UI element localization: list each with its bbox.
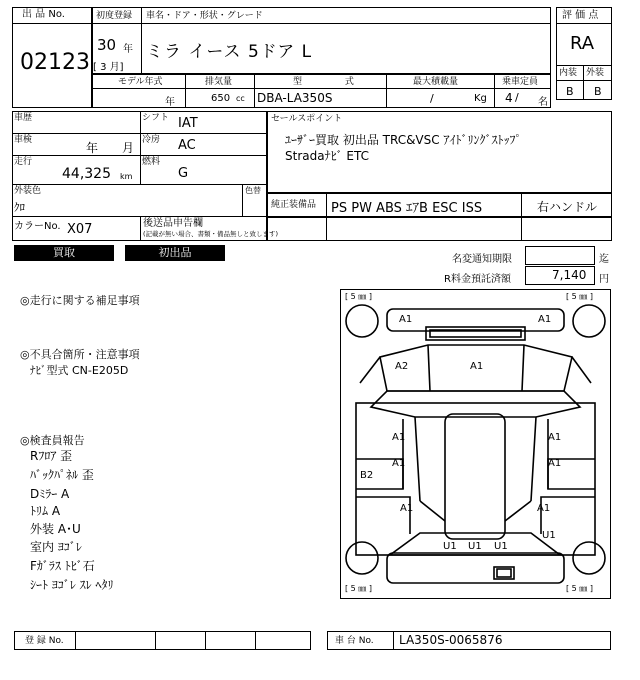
sales-point-label: セールスポイント — [271, 114, 343, 124]
model-type: DBA-LA350S — [257, 91, 333, 105]
air-conditioner: AC — [178, 138, 196, 153]
overall-score: RA — [570, 33, 595, 54]
damage-mark-left-door-rear: A1 — [392, 458, 406, 469]
inspector-line-7: Fｶﾞﾗｽ ﾄﾋﾞ石 — [30, 559, 95, 573]
name-change-deadline-unit: 迄 — [599, 254, 609, 265]
lot-number: 02123 — [20, 50, 90, 75]
sales-point-line-1: ﾕｰｻﾞｰ買取 初出品 TRC&VSC ｱｲﾄﾞﾘﾝｸﾞｽﾄｯﾌﾟ — [285, 133, 522, 147]
exterior-label: 外装 — [586, 68, 605, 78]
steering-position: 右ハンドル — [537, 200, 598, 214]
later-report-box — [267, 217, 612, 241]
damage-mark-front-left: A1 — [399, 314, 413, 325]
registration-month: [ 3 月] — [93, 62, 124, 73]
damage-mark-left-door-front: A1 — [392, 432, 406, 443]
inspector-line-1: Rﾌﾛｱ 歪 — [30, 449, 73, 463]
damage-mark-hood-center: A1 — [470, 361, 484, 372]
air-conditioner-label: 冷房 — [142, 135, 161, 145]
max-load-label: 最大積載量 — [413, 77, 459, 87]
displacement: 650 — [211, 93, 231, 104]
first-listing-badge: 初出品 — [125, 245, 225, 261]
lot-number-label: 出 品 No. — [22, 9, 65, 20]
fuel-label: 燃料 — [142, 157, 161, 167]
chassis-number-label: 車 台 No. — [335, 636, 374, 646]
mileage-label: 走行 — [14, 157, 33, 167]
capacity-label: 乗車定員 — [502, 77, 539, 87]
displacement-unit: cc — [236, 94, 245, 103]
inspector-line-8: ｼｰﾄ ﾖｺﾞﾚ ｽﾚ ﾍﾀﾘ — [30, 578, 114, 592]
inspector-report-title: ◎検査員報告 — [20, 434, 85, 447]
name-change-deadline-box — [525, 246, 595, 265]
damage-mark-rear-3: U1 — [494, 541, 508, 552]
defect-notes-title: ◎不具合箇所・注意事項 — [20, 348, 140, 361]
damage-mark-rear-2: U1 — [468, 541, 482, 552]
equipment-label: 純正装備品 — [271, 200, 317, 210]
recycle-fee-unit: 円 — [599, 274, 609, 285]
registration-number-label: 登 録 No. — [25, 636, 64, 646]
interior-score: B — [566, 85, 574, 98]
type-label: 型 式 — [293, 77, 354, 87]
name-change-deadline-label: 名変通知期限 — [452, 254, 512, 265]
inspector-line-4: ﾄﾘﾑ A — [30, 504, 61, 518]
exterior-score: B — [594, 85, 602, 98]
recycle-fee: 7,140 — [552, 268, 587, 282]
later-report-label: 後送品申告欄 — [143, 218, 203, 229]
capacity: 4 — [505, 91, 513, 105]
color-number: X07 — [67, 222, 93, 237]
damage-mark-right-rear-low: U1 — [542, 530, 556, 541]
chassis-number: LA350S-0065876 — [399, 633, 503, 647]
color-change-label: 色替 — [245, 186, 261, 195]
registration-year: 30 — [97, 36, 117, 54]
capacity-unit: 名 — [538, 97, 548, 108]
max-load-unit: Kg — [474, 93, 487, 104]
inspector-line-5: 外装 A･U — [30, 522, 81, 536]
interior-label: 内装 — [559, 68, 578, 78]
damage-mark-rear-1: U1 — [443, 541, 457, 552]
shift-label: シフト — [142, 113, 170, 123]
mileage-unit: km — [120, 172, 133, 181]
first-registration-label: 初度登録 — [96, 11, 133, 21]
exterior-color: ｸﾛ — [14, 201, 25, 214]
tire-depth-front-right: [ 5 ㎜ ] — [566, 292, 593, 301]
exterior-color-label: 外装色 — [14, 186, 42, 196]
inspection-year-unit: 年 — [86, 141, 99, 155]
capacity-slash: / — [515, 91, 519, 104]
car-name: ミラ イース 5ドア L — [146, 42, 313, 62]
damage-mark-front-right: A1 — [538, 314, 552, 325]
damage-mark-left-rear: A1 — [400, 503, 414, 514]
tire-depth-front-left: [ 5 ㎜ ] — [345, 292, 372, 301]
car-name-label: 車名・ドア・形状・グレード — [146, 11, 263, 21]
damage-mark-right-door-rear: A1 — [548, 458, 562, 469]
registration-year-unit: 年 — [123, 44, 133, 55]
car-diagram — [340, 289, 611, 599]
displacement-label: 排気量 — [205, 77, 233, 87]
tire-depth-rear-right: [ 5 ㎜ ] — [566, 584, 593, 593]
damage-mark-left-quarter: B2 — [360, 470, 374, 481]
inspection-label: 車検 — [14, 135, 33, 145]
later-report-note: (記載が無い場合、書類・備品無しと致します) — [143, 230, 279, 238]
score-label: 評 価 点 — [562, 10, 599, 21]
defect-note-line: ﾅﾋﾞ型式 CN-E205D — [30, 364, 129, 377]
recycle-fee-label: R料金預託済額 — [444, 274, 511, 285]
damage-mark-hood-left: A2 — [395, 361, 409, 372]
inspection-month-unit: 月 — [122, 141, 135, 155]
model-year-unit: 年 — [165, 97, 175, 108]
damage-mark-right-rear: A1 — [537, 503, 551, 514]
tire-depth-rear-left: [ 5 ㎜ ] — [345, 584, 372, 593]
equipment: PS PW ABS ｴｱB ESC ISS — [331, 201, 483, 216]
fuel: G — [178, 166, 189, 181]
inspector-line-3: Dﾐﾗｰ A — [30, 487, 70, 501]
sales-point-line-2: Stradaﾅﾋﾞ ETC — [285, 149, 369, 163]
damage-mark-right-door-front: A1 — [548, 432, 562, 443]
mileage: 44,325 — [62, 166, 111, 182]
color-number-label: カラーNo. — [14, 221, 61, 232]
inspector-line-6: 室内 ﾖｺﾞﾚ — [30, 540, 82, 554]
inspector-line-2: ﾊﾞｯｸﾊﾟﾈﾙ 歪 — [30, 468, 94, 482]
history-label: 車歴 — [14, 113, 33, 123]
shift: IAT — [178, 116, 198, 131]
buy-badge: 買取 — [14, 245, 114, 261]
max-load-slash: / — [430, 92, 434, 105]
driving-notes-title: ◎走行に関する補足事項 — [20, 294, 140, 307]
model-year-label: モデル年式 — [118, 77, 163, 87]
